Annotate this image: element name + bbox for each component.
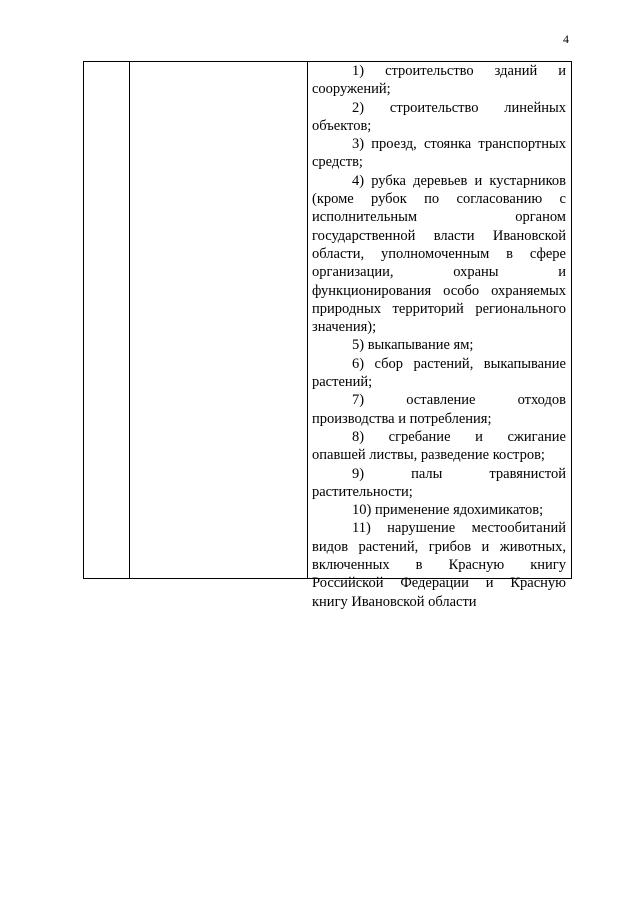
- column-divider: [307, 62, 308, 578]
- cell-line: производства и потребления;: [312, 410, 492, 427]
- cell-line: включенных в Красную книгу: [312, 557, 566, 574]
- cell-line: растений;: [312, 374, 373, 391]
- cell-line: 9) палы травянистой: [352, 465, 566, 482]
- cell-line: 1) строительство зданий и: [352, 63, 566, 79]
- cell-line: растительности;: [312, 483, 413, 500]
- cell-line: государственной власти Ивановской: [312, 227, 566, 244]
- column-divider: [129, 62, 130, 578]
- cell-line: 5) выкапывание ям;: [352, 337, 474, 354]
- restrictions-cell: [312, 62, 566, 611]
- cell-line: 10) применение ядохимикатов;: [352, 502, 544, 519]
- cell-line: книгу Ивановской области: [312, 593, 477, 610]
- cell-line: функционирования особо охраняемых: [312, 282, 566, 299]
- cell-line: исполнительным органом: [312, 209, 566, 226]
- cell-line: 6) сбор растений, выкапывание: [352, 355, 566, 372]
- cell-line: значения);: [312, 319, 377, 336]
- document-table: [83, 61, 572, 610]
- cell-line: природных территорий регионального: [312, 300, 566, 317]
- cell-line: области, уполномоченным в сфере: [312, 245, 566, 262]
- cell-line: 4) рубка деревьев и кустарников: [352, 172, 566, 189]
- cell-line: организации, охраны и: [312, 264, 566, 281]
- page-number: 4: [563, 32, 569, 46]
- cell-line: опавшей листвы, разведение костров;: [312, 447, 545, 464]
- cell-line: объектов;: [312, 117, 372, 134]
- cell-line: средств;: [312, 154, 363, 171]
- cell-line: видов растений, грибов и животных,: [312, 538, 566, 555]
- cell-line: 11) нарушение местообитаний: [352, 520, 566, 537]
- cell-line: сооружений;: [312, 81, 391, 98]
- cell-line: Российской Федерации и Красную: [312, 575, 566, 592]
- cell-line: (кроме рубок по согласованию с: [312, 191, 566, 208]
- cell-line: 3) проезд, стоянка транспортных: [352, 136, 566, 153]
- cell-line: 2) строительство линейных: [352, 99, 566, 116]
- cell-line: 7) оставление отходов: [352, 392, 566, 409]
- cell-line: 8) сгребание и сжигание: [352, 428, 566, 445]
